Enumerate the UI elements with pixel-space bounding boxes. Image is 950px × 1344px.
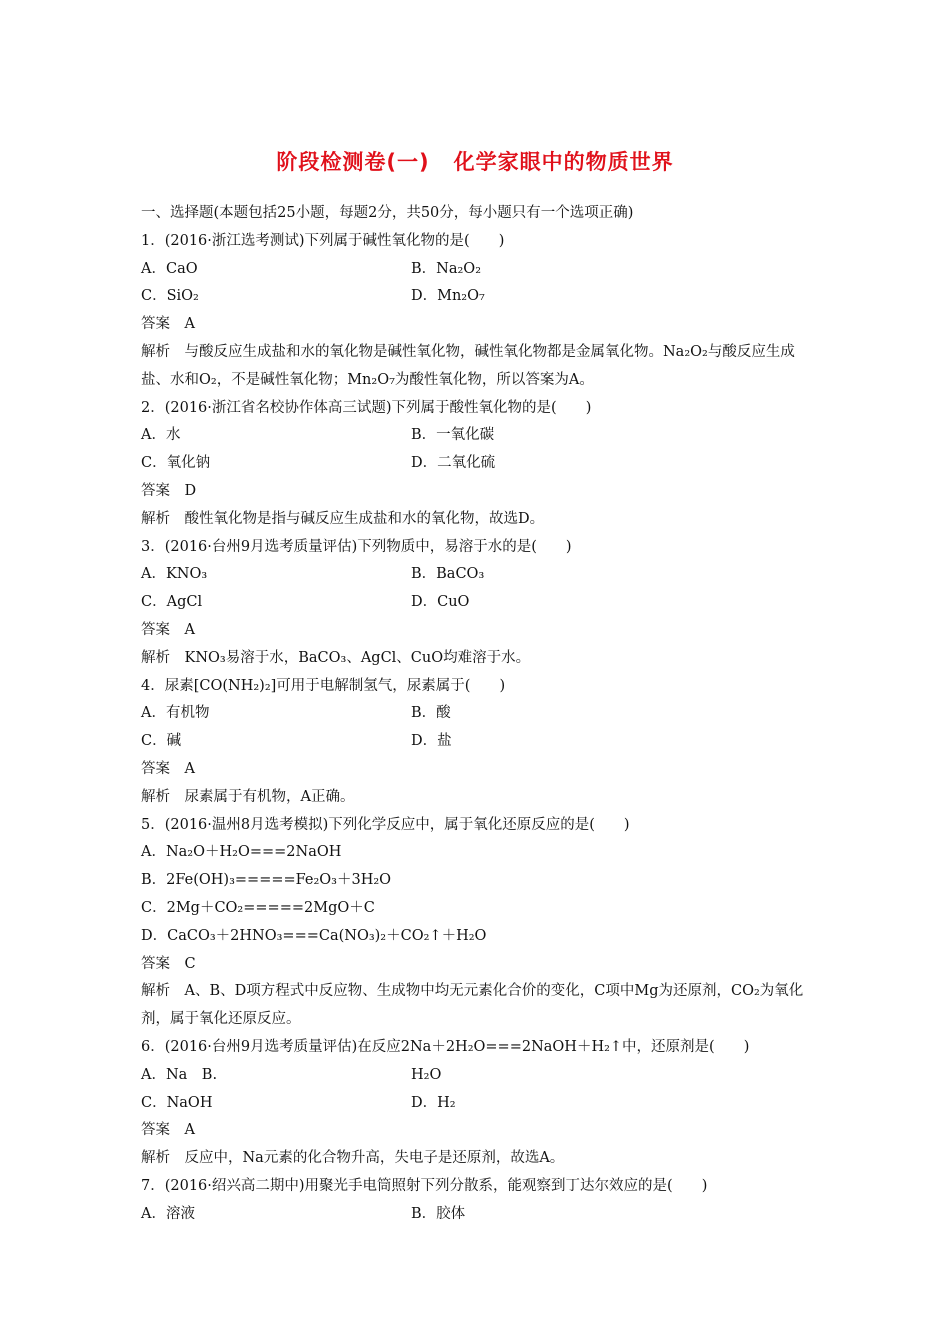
q2-options-row2 [141, 450, 821, 478]
q1-option-d: D．Mn₂O₇ [411, 288, 485, 305]
q4-option-d: D．盐 [411, 733, 452, 750]
q2-option-c: C．氧化钠 [141, 455, 211, 472]
q6-option-a: A．Na B. [141, 1066, 218, 1083]
q4-analysis: 解析 尿素属于有机物，A正确。 [141, 788, 355, 805]
q3-option-b: B．BaCO₃ [411, 566, 485, 583]
q3-option-c: C．AgCl [141, 594, 203, 611]
q1-options-row1 [141, 256, 821, 284]
q3-stem: 3．(2016·台州9月选考质量评估)下列物质中，易溶于水的是( ) [141, 538, 572, 555]
question-list [141, 200, 821, 1228]
title-part1: 阶段检测卷(一) [276, 150, 430, 174]
q5-answer: 答案 C [141, 955, 196, 972]
q3-options-row1 [141, 561, 821, 589]
q1-option-b: B．Na₂O₂ [411, 260, 482, 277]
q3-analysis: 解析 KNO₃易溶于水，BaCO₃、AgCl、CuO均难溶于水。 [141, 649, 531, 666]
q4-options-row1 [141, 700, 821, 728]
q3-option-d: D．CuO [411, 594, 470, 611]
q4-options-row2 [141, 728, 821, 756]
q3-answer: 答案 A [141, 621, 195, 638]
page-title [0, 146, 950, 176]
q4-option-a: A．有机物 [141, 705, 210, 722]
q1-option-a: A．CaO [141, 260, 198, 277]
q3-option-a: A．KNO₃ [141, 566, 208, 583]
q3-options-row2 [141, 589, 821, 617]
q5-option-a: A．Na₂O＋H₂O===2NaOH [141, 844, 342, 861]
q5-option-d: D．CaCO₃＋2HNO₃===Ca(NO₃)₂＋CO₂↑＋H₂O [141, 927, 487, 944]
q2-option-d: D．二氧化硫 [411, 455, 496, 472]
q4-answer: 答案 A [141, 760, 195, 777]
q1-option-c: C．SiO₂ [141, 288, 199, 305]
q5-analysis: 解析 A、B、D项方程式中反应物、生成物中均无元素化合价的变化，C项中Mg为还原剂，CO₂为氧化剂，属于氧化还原反应。 [141, 983, 804, 1028]
q6-option-b: H₂O [411, 1066, 442, 1083]
q5-option-c: C．2Mg＋CO₂=====2MgO＋C [141, 899, 375, 916]
q6-analysis: 解析 反应中，Na元素的化合物升高，失电子是还原剂，故选A。 [141, 1150, 565, 1167]
q6-stem: 6．(2016·台州9月选考质量评估)在反应2Na＋2H₂O===2NaOH＋H₂↑中，还原剂是( ) [141, 1038, 750, 1055]
title-part2: 化学家眼中的物质世界 [453, 150, 674, 174]
q2-analysis: 解析 酸性氧化物是指与碱反应生成盐和水的氧化物，故选D。 [141, 510, 545, 527]
q1-answer: 答案 A [141, 316, 195, 333]
q2-option-b: B．一氧化碳 [411, 427, 495, 444]
q6-options-row2 [141, 1090, 821, 1118]
q6-option-d: D．H₂ [411, 1094, 456, 1111]
section-heading: 一、选择题(本题包括25小题，每题2分，共50分，每小题只有一个选项正确) [141, 205, 634, 221]
q7-option-a: A．溶液 [141, 1205, 195, 1222]
q1-stem: 1．(2016·浙江选考测试)下列属于碱性氧化物的是( ) [141, 232, 505, 249]
q1-options-row2 [141, 283, 821, 311]
q2-answer: 答案 D [141, 482, 197, 499]
q4-stem: 4．尿素[CO(NH₂)₂]可用于电解制氢气，尿素属于( ) [141, 677, 506, 694]
q2-option-a: A．水 [141, 427, 181, 444]
q4-option-c: C．碱 [141, 733, 182, 750]
q6-option-c: C．NaOH [141, 1094, 213, 1111]
q6-options-row1 [141, 1062, 821, 1090]
q6-answer: 答案 A [141, 1122, 195, 1139]
q7-stem: 7．(2016·绍兴高二期中)用聚光手电筒照射下列分散系，能观察到丁达尔效应的是( ) [141, 1177, 708, 1194]
q5-option-b: B．2Fe(OH)₃=====Fe₂O₃＋3H₂O [141, 872, 392, 889]
q7-option-b: B．胶体 [411, 1205, 466, 1222]
q7-options-row1 [141, 1201, 821, 1229]
q4-option-b: B．酸 [411, 705, 451, 722]
q2-stem: 2．(2016·浙江省名校协作体高三试题)下列属于酸性氧化物的是( ) [141, 399, 592, 416]
q2-options-row1 [141, 422, 821, 450]
q1-analysis: 解析 与酸反应生成盐和水的氧化物是碱性氧化物，碱性氧化物都是金属氧化物。Na₂O₂与酸反应生成盐、水和O₂，不是碱性氧化物；Mn₂O₇为酸性氧化物，所以答案为A。 [141, 343, 795, 388]
q5-stem: 5．(2016·温州8月选考模拟)下列化学反应中，属于氧化还原反应的是( ) [141, 816, 630, 833]
